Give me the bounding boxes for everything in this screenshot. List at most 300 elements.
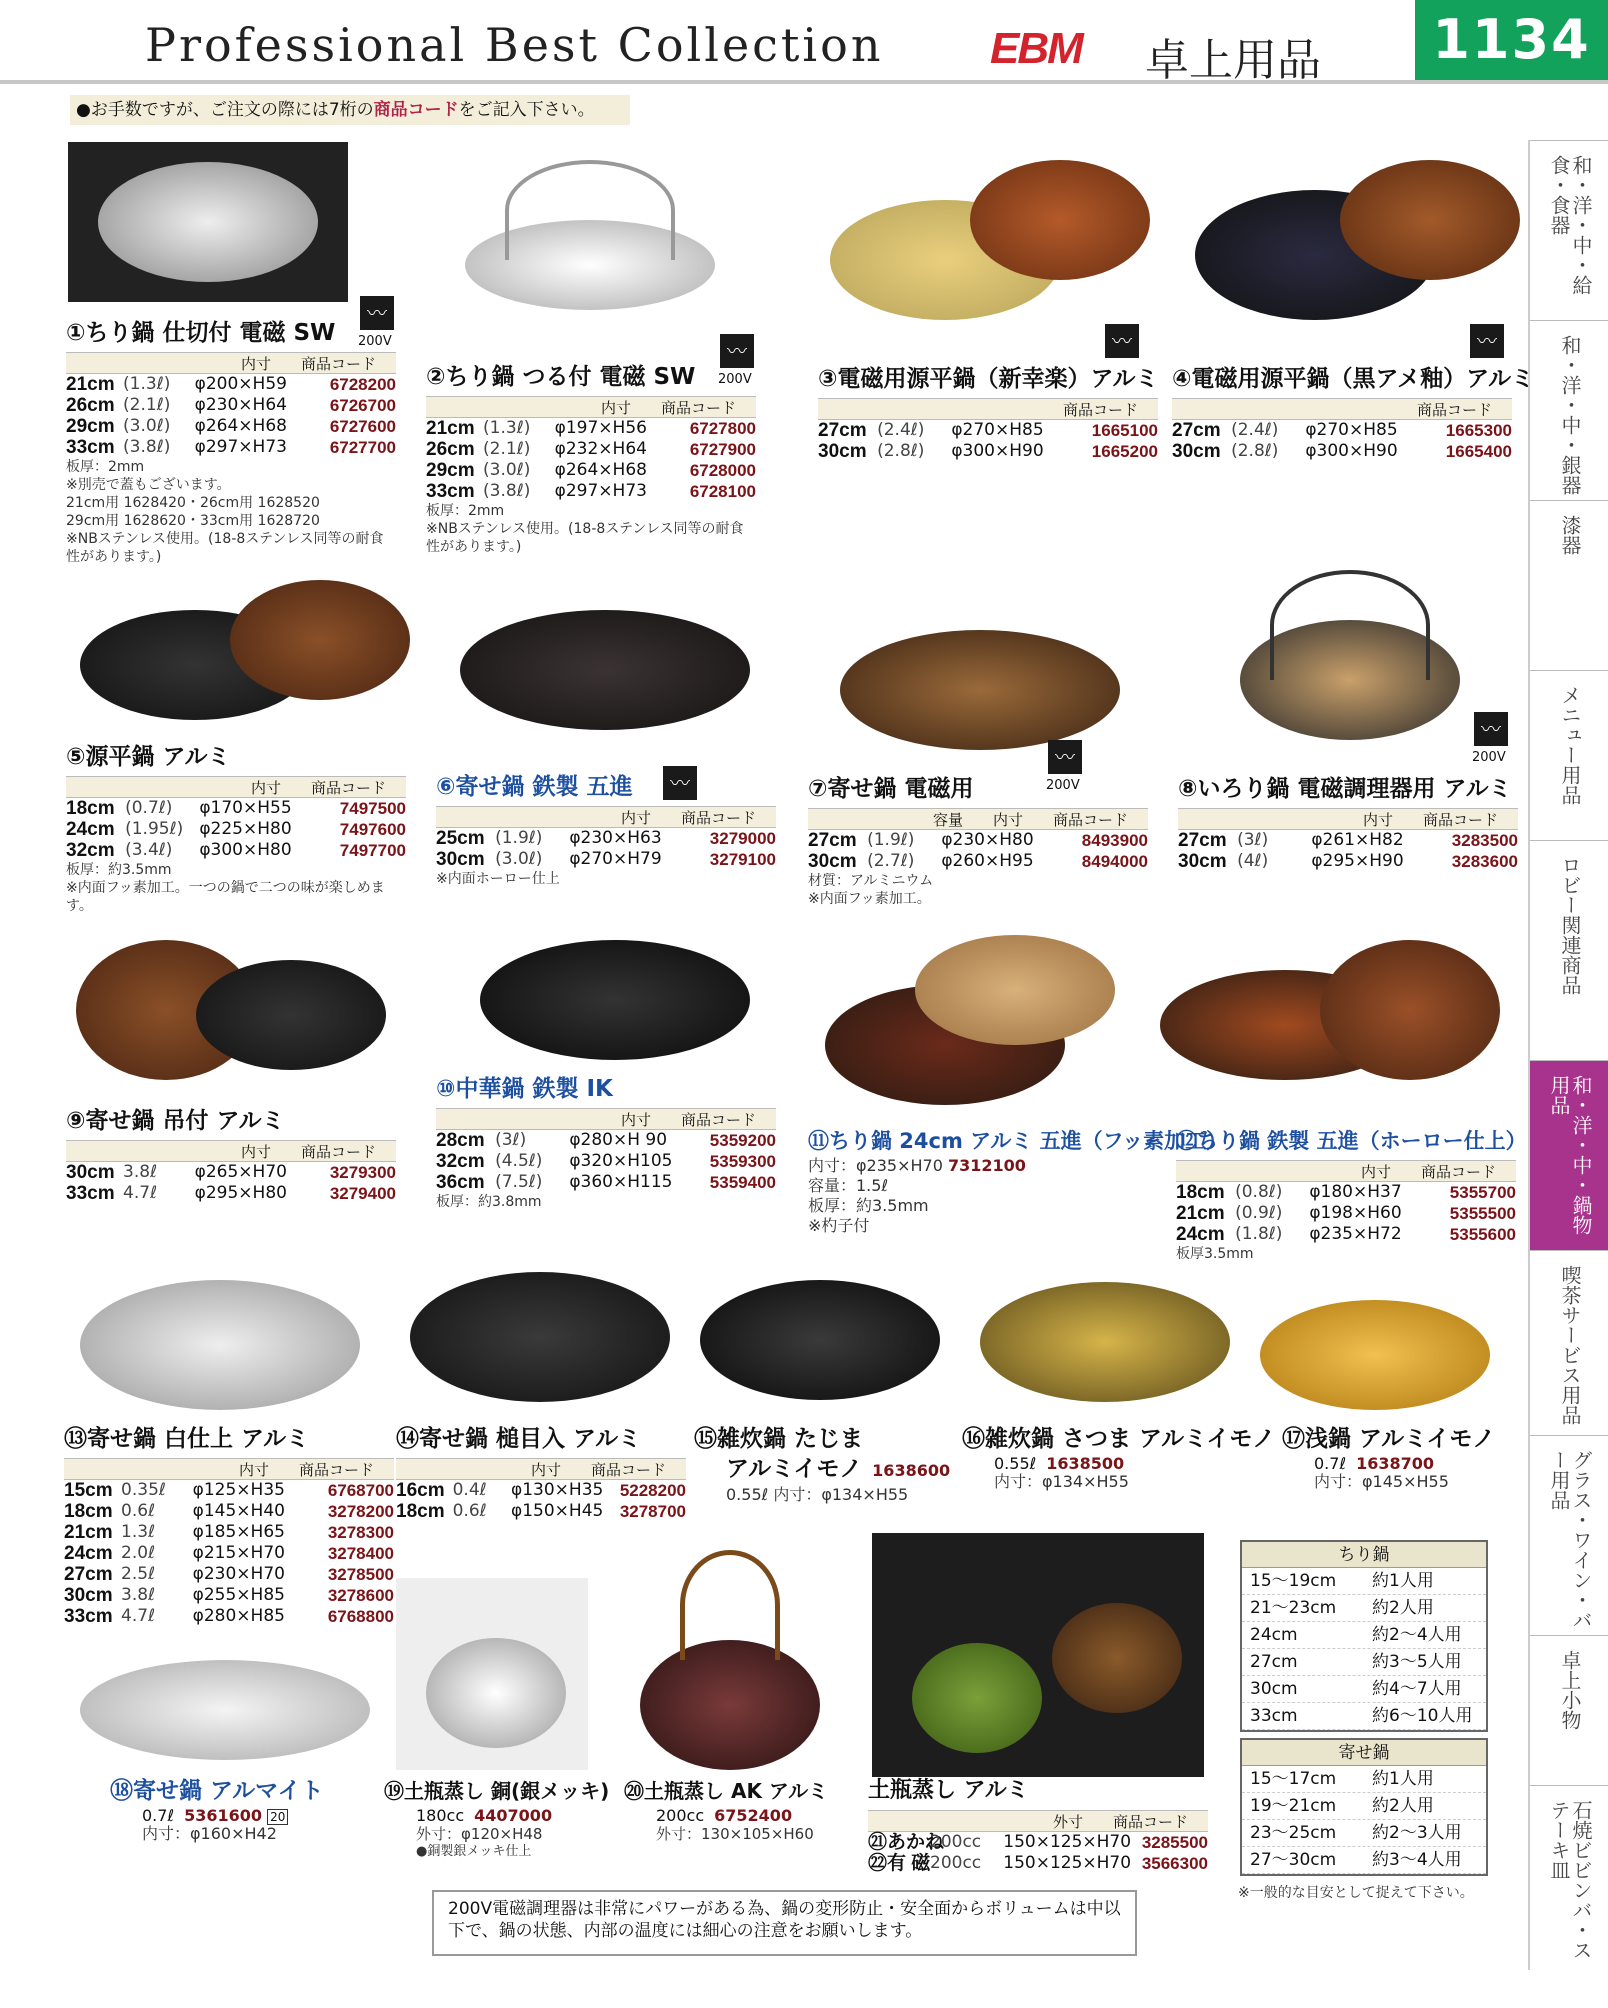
table-cell: 30cm [66,1162,115,1183]
product-7 [808,774,1148,908]
product-title: ⑳土瓶蒸し AK アルミ [624,1779,829,1803]
product-12 [1176,1126,1527,1263]
table-cell: φ215×H70 [192,1543,285,1563]
sidebar-item[interactable] [1530,1250,1608,1435]
note-line: 内寸：φ235×H70 [808,1156,943,1175]
sidebar-label: 和・洋・中・鍋物用品 [1547,1075,1593,1235]
table-cell: 30cm [436,849,485,870]
product-title: ⑯雑炊鍋 さつま アルミイモノ [962,1426,1276,1452]
warning-box: 200V電磁調理器は非常にパワーがある為、鍋の変形防止・安全面からボリュームは中以下で、鍋の状態、内部の温度には細心の注意をお願いします。 [432,1890,1137,1956]
table-cell: 19〜21cm [1250,1796,1337,1816]
table-cell: φ300×H90 [951,441,1044,461]
table-header [66,352,396,374]
table-row [1242,1793,1486,1820]
table-cell: 27cm [1172,420,1221,441]
table-row [66,798,406,819]
sidebar-item[interactable] [1530,840,1608,1060]
product-title: ⑭寄せ鍋 槌目入 アルミ [396,1426,642,1452]
table-row [66,395,396,416]
product-title: ⑰浅鍋 アルミイモノ [1282,1426,1496,1452]
sidebar-label: メニュー用品 [1558,685,1582,805]
table-cell: 15cm [64,1480,113,1501]
table-cell: (4ℓ) [1237,851,1269,871]
table-cell: 8493900 [1081,831,1148,850]
note-line: ※内面フッ素加工。 [808,891,931,907]
table-cell: 6768800 [327,1607,394,1626]
table-cell: φ280×H 90 [569,1130,668,1150]
table-cell: φ265×H70 [194,1162,287,1182]
table-cell: 5359400 [709,1173,776,1192]
product-notes: 0.55ℓ 内寸：φ134×H55 [726,1485,909,1504]
table-cell: (3.4ℓ) [125,840,173,860]
product-notes [426,502,756,556]
product-title: ⑤源平鍋 アルミ [66,744,231,770]
table-cell: 3278600 [327,1586,394,1605]
product-image-10 [470,920,770,1070]
table-cell: (2.8ℓ) [1231,441,1279,461]
table-cell: 24cm [1250,1625,1298,1645]
table-cell: φ225×H80 [199,819,292,839]
table-row [436,1130,776,1151]
product-notes [436,1193,776,1211]
size-table [66,1162,396,1204]
table-cell: φ295×H80 [194,1183,287,1203]
table-cell: 3279400 [329,1184,396,1203]
table-cell: 約1人用 [1372,1769,1434,1789]
table-cell: 約2〜4人用 [1372,1625,1462,1645]
table-row [808,830,1148,851]
table-cell: 6728000 [689,461,756,480]
table-cell: (3.0ℓ) [483,460,531,480]
product-code: 1638600 [872,1461,951,1480]
table-cell: 3279000 [709,829,776,848]
table-row [426,481,756,502]
table-cell: 約2人用 [1372,1796,1434,1816]
sidebar-item-active[interactable] [1530,1060,1608,1250]
table-row [1176,1224,1516,1245]
table-cell: 18cm [64,1501,113,1522]
sidebar-item[interactable] [1530,320,1608,500]
note-line: 材質：アルミニウム [808,873,934,889]
table-cell: 3.8ℓ [121,1585,156,1605]
table-cell: φ200×H59 [194,374,287,394]
table-cell: (3ℓ) [1237,830,1269,850]
col-code: 商品コード [680,809,756,827]
product-title: ④電磁用源平鍋（黒アメ釉）アルミ [1172,366,1535,392]
product-image-5 [80,580,410,730]
product-code: 7312100 [948,1156,1026,1175]
table-cell: 7497700 [339,841,406,860]
table-row [1176,1203,1516,1224]
table-cell: 1665400 [1445,442,1512,461]
200v-label: 200V [718,372,752,387]
table-cell: 約2人用 [1372,1598,1434,1618]
product-notes [66,458,396,566]
table-cell: 0.4ℓ [452,1480,487,1500]
table-row [1242,1595,1486,1622]
size-table [66,374,396,458]
200v-label: 200V [358,334,392,349]
note-line: 容量：1.5ℓ [808,1176,889,1195]
table-cell: 26cm [426,439,475,460]
product-1 [66,318,396,566]
order-notice [70,95,630,125]
product-notes [808,872,1148,908]
table-cell: 18cm [66,798,115,819]
table-cell: 30cm [1172,441,1221,462]
product-20 [624,1776,874,1843]
product-21 [868,1776,1208,1874]
table-cell: 21cm [66,374,115,395]
size-table [868,1832,1208,1874]
table-row [66,1162,396,1183]
col-in: 内寸 [240,355,271,373]
table-cell: φ270×H79 [569,849,662,869]
table-header [436,806,776,828]
col-code: 商品コード [1052,811,1128,829]
table-row [1178,851,1518,872]
table-row [868,1832,1208,1853]
product-title: ⑨寄せ鍋 吊付 アルミ [66,1108,285,1134]
table-cell: 約4〜7人用 [1372,1679,1462,1699]
category-title: 卓上用品 [1145,35,1321,86]
col-in: 内寸 [620,1111,651,1129]
note-line: 板厚：約3.5mm [66,862,172,878]
page-header [0,0,1608,84]
product-image-4 [1190,160,1530,330]
table-cell: 27cm [818,420,867,441]
size-table [66,798,406,861]
table-row [66,437,396,458]
table-cell: φ255×H85 [192,1585,285,1605]
table-row [868,1853,1208,1874]
table-cell: 2.0ℓ [121,1543,156,1563]
table-cell: 18cm [1176,1182,1225,1203]
table-row [426,460,756,481]
col-code: 商品コード [590,1461,666,1479]
ih-icon: 〰 [663,766,697,800]
table-cell: 21cm [426,418,475,439]
product-title: ⑬寄せ鍋 白仕上 アルミ [64,1426,310,1452]
table-header [426,396,756,418]
table-cell: φ297×H73 [554,481,647,501]
note-line: ※内面ホーロー仕上 [436,871,560,887]
table-cell: (1.95ℓ) [125,819,184,839]
table-row [64,1480,394,1501]
table-cell: 0.35ℓ [121,1480,166,1500]
col-code: 商品コード [300,1143,376,1161]
table-cell: 30cm [818,441,867,462]
table-row [1242,1676,1486,1703]
product-image-18 [60,1640,390,1760]
product-image-16 [970,1272,1240,1412]
table-cell: φ230×H64 [194,395,287,415]
col-code: 商品コード [300,355,376,373]
product-8 [1178,774,1518,872]
table-row [396,1480,686,1501]
table-cell: 3285500 [1141,1833,1208,1852]
ebm-logo: EBM [990,24,1082,73]
product-notes: 外寸：φ120×H48 [416,1825,543,1843]
table-cell: 21〜23cm [1250,1598,1337,1618]
table-row [808,851,1148,872]
table-cell: φ185×H65 [192,1522,285,1542]
table-cell: φ261×H82 [1311,830,1404,850]
table-cell: 8494000 [1081,852,1148,871]
table-row [1242,1703,1486,1730]
table-cell: 3566300 [1141,1854,1208,1873]
product-image-11 [815,935,1145,1125]
table-cell: 15〜17cm [1250,1769,1337,1789]
table-cell: (3.0ℓ) [495,849,543,869]
table-cell: φ130×H35 [511,1480,604,1500]
table-cell: 6727900 [689,440,756,459]
table-cell: 6728200 [329,375,396,394]
sidebar-item[interactable] [1530,140,1608,320]
col-in: 内寸 [1360,1163,1391,1181]
table-cell: 1665200 [1091,442,1158,461]
note-line: 板厚3.5mm [1176,1246,1254,1262]
table-cell: 5228200 [619,1481,686,1500]
product-title: ①ちり鍋 仕切付 電磁 SW [66,320,336,346]
table-cell: 6727700 [329,438,396,457]
product-image-8 [1230,560,1470,750]
table-cell: (3ℓ) [495,1130,527,1150]
product-notes: 内寸：φ160×H42 [142,1824,277,1843]
table-cell: 24cm [1176,1224,1225,1245]
table-cell: (2.1ℓ) [123,395,171,415]
col-code: 商品コード [660,399,736,417]
product-title: 土瓶蒸し アルミ [868,1778,1029,1803]
product-6 [436,772,776,888]
table-row [64,1585,394,1606]
table-cell: 27cm [808,830,857,851]
table-cell: φ280×H85 [192,1606,285,1626]
table-cell: φ270×H85 [951,420,1044,440]
table-cell: 200cc [930,1853,982,1873]
brand-title: Professional Best Collection [145,18,884,72]
table-cell: (0.8ℓ) [1235,1182,1283,1202]
product-10 [436,1074,776,1211]
table-cell: 5355600 [1449,1225,1516,1244]
table-row [66,819,406,840]
table-cell: 約2〜3人用 [1372,1823,1462,1843]
table-cell: 32cm [436,1151,485,1172]
table-row [396,1501,686,1522]
table-cell: 5359200 [709,1131,776,1150]
note-line: 板厚：約3.8mm [436,1194,542,1210]
ih-icon: 〰 [1470,324,1504,358]
table-cell: (3.0ℓ) [123,416,171,436]
note-line: ※NBステンレス使用。(18-8ステンレス同等の耐食性があります。) [426,521,744,555]
table-cell: 1.3ℓ [121,1522,156,1542]
table-header [436,1108,776,1130]
table-cell: 27〜30cm [1250,1850,1337,1870]
table-header [808,808,1148,830]
product-title: ②ちり鍋 つる付 電磁 SW [426,364,696,390]
category-sidebar [1528,140,1608,1970]
product-3 [818,364,1158,462]
table-cell: 21cm [64,1522,113,1543]
size-table [818,420,1158,462]
table-cell: ㉑あかね [868,1832,945,1853]
table-cell: φ198×H60 [1309,1203,1402,1223]
table-cell: 26cm [66,395,115,416]
product-title: ⑪ちり鍋 24cm アルミ 五進（フッ素加工） [808,1129,1228,1153]
table-cell: φ300×H80 [199,840,292,860]
table-row [1242,1649,1486,1676]
col-in: 内寸 [600,399,631,417]
table-cell: 約1人用 [1372,1571,1434,1591]
table-cell: 約6〜10人用 [1372,1706,1473,1726]
size-table [436,1130,776,1193]
table-cell: φ230×H70 [192,1564,285,1584]
table-cell: φ125×H35 [192,1480,285,1500]
table-cell: 29cm [426,460,475,481]
sidebar-label: 喫茶サービス用品 [1558,1265,1582,1425]
table-cell: (1.8ℓ) [1235,1224,1283,1244]
size-table [396,1480,686,1522]
table-cell: 3279100 [709,850,776,869]
table-cell: 32cm [66,840,115,861]
table-row [1242,1820,1486,1847]
table-cell: φ170×H55 [199,798,292,818]
table-cell: 6727800 [689,419,756,438]
product-image-12 [1160,940,1510,1100]
table-cell: 30cm [808,851,857,872]
col-in: 内寸 [530,1461,561,1479]
product-image-9 [76,920,386,1100]
table-cell: 15〜19cm [1250,1571,1337,1591]
size-table [1178,830,1518,872]
table-row [1178,830,1518,851]
ih-icon: 〰 [720,334,754,368]
table-cell: (3.8ℓ) [483,481,531,501]
capacity: 0.55ℓ [994,1454,1037,1473]
table-cell: 5359300 [709,1152,776,1171]
product-title-2: アルミイモノ [726,1456,863,1482]
table-row [426,439,756,460]
capacity: 200cc [656,1806,705,1825]
table-row [1242,1847,1486,1874]
product-image-19 [396,1578,588,1770]
table-cell: φ145×H40 [192,1501,285,1521]
col-code: 商品コード [1062,401,1138,419]
table-cell: 2.5ℓ [121,1564,156,1584]
table-cell: 4.7ℓ [121,1606,156,1626]
table-cell: 0.6ℓ [121,1501,156,1521]
product-image-1 [68,142,348,302]
product-title: ⑩中華鍋 鉄製 IK [436,1076,613,1102]
sidebar-label: 和・洋・中・給食・食器 [1547,155,1593,295]
table-cell: 6727600 [329,417,396,436]
table-cell: 28cm [436,1130,485,1151]
table-row [1242,1568,1486,1595]
product-16 [962,1424,1292,1491]
product-title: ⑮雑炊鍋 たじま [694,1426,864,1452]
sidebar-item[interactable] [1530,1635,1608,1785]
size-table [1172,420,1512,462]
product-title: ⑲土瓶蒸し 銅(銀メッキ) [384,1779,610,1803]
sidebar-label: 卓上小物 [1558,1650,1582,1730]
sidebar-item[interactable] [1530,670,1608,840]
table-cell: (2.1ℓ) [483,439,531,459]
size-table [1176,1182,1516,1245]
product-code: 1638500 [1046,1454,1125,1473]
table-row [818,420,1158,441]
table-cell: 33cm [64,1606,113,1627]
sidebar-item[interactable] [1530,1785,1608,1970]
table-cell: 3278500 [327,1565,394,1584]
table-cell: φ235×H72 [1309,1224,1402,1244]
product-title: ⑱寄せ鍋 アルマイト [110,1778,324,1804]
product-notes: 外寸：130×105×H60 [656,1825,814,1843]
col-code: 商品コード [680,1111,756,1129]
product-image-17 [1250,1290,1500,1420]
product-notes [66,861,406,915]
table-cell: 6726700 [329,396,396,415]
notice-text-end: をご記入下さい。 [458,100,595,120]
product-title: ⑫ちり鍋 鉄製 五進（ホーロー仕上） [1176,1129,1527,1153]
table-cell: 24cm [64,1543,113,1564]
table-cell: 3278400 [327,1544,394,1563]
table-title: 寄せ鍋 [1242,1740,1486,1766]
table-row [436,1151,776,1172]
table-header [1178,808,1518,830]
table-header [818,398,1158,420]
table-cell: 200cc [930,1832,982,1852]
table-cell: 6728100 [689,482,756,501]
table-row [64,1543,394,1564]
table-cell: 23〜25cm [1250,1823,1337,1843]
table-cell: 25cm [436,828,485,849]
table-row [436,849,776,870]
table-row [1242,1766,1486,1793]
table-cell: 1665300 [1445,421,1512,440]
table-cell: (4.5ℓ) [495,1151,543,1171]
product-14 [396,1424,686,1522]
table-cell: φ232×H64 [554,439,647,459]
table-row [64,1606,394,1627]
yose-serving-table [1240,1738,1488,1876]
table-cell: (2.8ℓ) [877,441,925,461]
table-cell: 1665100 [1091,421,1158,440]
table-cell: 27cm [64,1564,113,1585]
sidebar-item[interactable] [1530,1435,1608,1635]
table-cell: (2.7ℓ) [867,851,915,871]
table-cell: 約3〜5人用 [1372,1652,1462,1672]
table-row [1172,420,1512,441]
product-notes [808,1156,1148,1236]
table-cell: φ320×H105 [569,1151,673,1171]
table-cell: φ264×H68 [554,460,647,480]
table-header [1176,1160,1516,1182]
table-cell: 7497600 [339,820,406,839]
table-cell: ㉒有 磁 [868,1853,931,1874]
table-row [426,418,756,439]
col-in: 内寸 [1362,811,1393,829]
col-cap: 容量 [932,811,963,829]
note-line: 29cm用 1628620・33cm用 1628720 [66,513,320,529]
table-cell: 24cm [66,819,115,840]
product-code: 4407000 [474,1806,553,1825]
product-image-7 [830,620,1130,760]
table-cell: 33cm [66,437,115,458]
table-cell: (3.8ℓ) [123,437,171,457]
sidebar-item[interactable] [1530,500,1608,670]
table-cell: (2.4ℓ) [877,420,925,440]
table-cell: φ264×H68 [194,416,287,436]
